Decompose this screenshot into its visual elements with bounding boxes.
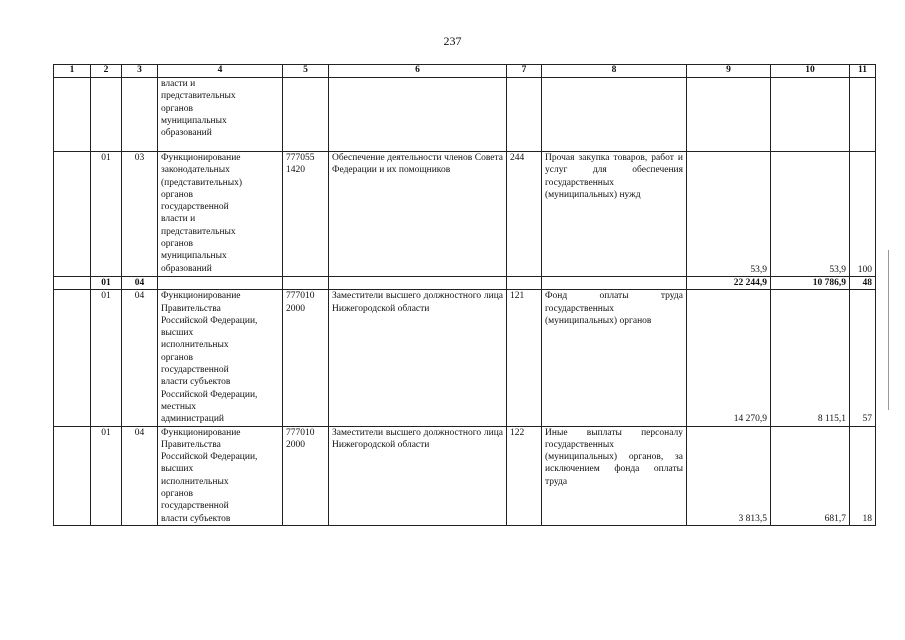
cell-subsection: 04 <box>122 277 158 290</box>
cell-target-code: 777010 2000 <box>283 426 329 525</box>
header-col-9: 9 <box>687 65 771 78</box>
cell-c1 <box>54 277 91 290</box>
cell-expense-name: Иные выплаты персоналу государственных (муниципальных) органов, за исключением фонда оплаты труда <box>542 426 687 525</box>
scan-edge-mark <box>888 250 889 410</box>
header-col-4: 4 <box>158 65 283 78</box>
cell-expense-name: Прочая закупка товаров, работ и услуг для обеспечения государственных (муниципальных) нужд <box>542 152 687 277</box>
cell-actual: 10 786,9 <box>771 277 850 290</box>
cell-actual: 53,9 <box>771 152 850 277</box>
cell-target-name: Обеспечение деятельности членов Совета Федерации и их помощников <box>329 152 507 277</box>
cell-c1 <box>54 290 91 426</box>
header-col-3: 3 <box>122 65 158 78</box>
cell-planned: 14 270,9 <box>687 290 771 426</box>
cell-section <box>91 78 122 152</box>
cell-actual: 8 115,1 <box>771 290 850 426</box>
header-col-11: 11 <box>850 65 876 78</box>
cell-actual <box>771 78 850 152</box>
cell-c1 <box>54 152 91 277</box>
header-col-8: 8 <box>542 65 687 78</box>
cell-section-name: власти и представительных органов муниципальных образований <box>158 78 283 152</box>
header-col-2: 2 <box>91 65 122 78</box>
cell-target-name: Заместители высшего должностного лица Нижегородской области <box>329 426 507 525</box>
cell-section: 01 <box>91 290 122 426</box>
cell-target-name <box>329 277 507 290</box>
cell-subsection: 03 <box>122 152 158 277</box>
cell-subsection <box>122 78 158 152</box>
table-row <box>54 290 876 426</box>
cell-target-code <box>283 277 329 290</box>
header-col-6: 6 <box>329 65 507 78</box>
header-col-10: 10 <box>771 65 850 78</box>
cell-target-name: Заместители высшего должностного лица Нижегородской области <box>329 290 507 426</box>
cell-target-name <box>329 78 507 152</box>
cell-expense-code <box>507 78 542 152</box>
cell-expense-code: 244 <box>507 152 542 277</box>
cell-section: 01 <box>91 152 122 277</box>
cell-target-code: 777055 1420 <box>283 152 329 277</box>
cell-percent: 48 <box>850 277 876 290</box>
cell-expense-code <box>507 277 542 290</box>
page-number: 237 <box>443 34 462 48</box>
cell-percent <box>850 78 876 152</box>
header-col-7: 7 <box>507 65 542 78</box>
cell-c1 <box>54 78 91 152</box>
cell-expense-name <box>542 78 687 152</box>
cell-target-code <box>283 78 329 152</box>
table-row <box>54 426 876 525</box>
cell-expense-name: Фонд оплаты труда государственных (муниципальных) органов <box>542 290 687 426</box>
cell-section-name: Функционирование Правительства Российской Федерации, высших исполнительных органов государственной власти субъектов <box>158 426 283 525</box>
table-header-row <box>54 65 876 78</box>
cell-section-name <box>158 277 283 290</box>
subtotal-row <box>54 277 876 290</box>
cell-section-name: Функционирование Правительства Российской Федерации, высших исполнительных органов государственной власти субъектов Российской Федерации, местных администраций <box>158 290 283 426</box>
cell-percent: 57 <box>850 290 876 426</box>
cell-percent: 18 <box>850 426 876 525</box>
budget-table <box>53 64 876 526</box>
table-row <box>54 78 876 152</box>
cell-section-name: Функционирование законодательных (представительных) органов государственной власти и представительных органов муниципальных образований <box>158 152 283 277</box>
cell-subsection: 04 <box>122 426 158 525</box>
cell-section: 01 <box>91 426 122 525</box>
cell-percent: 100 <box>850 152 876 277</box>
cell-c1 <box>54 426 91 525</box>
cell-planned: 22 244,9 <box>687 277 771 290</box>
cell-planned: 53,9 <box>687 152 771 277</box>
cell-expense-code: 122 <box>507 426 542 525</box>
cell-planned <box>687 78 771 152</box>
cell-planned: 3 813,5 <box>687 426 771 525</box>
table-row <box>54 152 876 277</box>
cell-expense-name <box>542 277 687 290</box>
cell-expense-code: 121 <box>507 290 542 426</box>
cell-target-code: 777010 2000 <box>283 290 329 426</box>
cell-section: 01 <box>91 277 122 290</box>
cell-subsection: 04 <box>122 290 158 426</box>
header-col-5: 5 <box>283 65 329 78</box>
cell-actual: 681,7 <box>771 426 850 525</box>
header-col-1: 1 <box>54 65 91 78</box>
